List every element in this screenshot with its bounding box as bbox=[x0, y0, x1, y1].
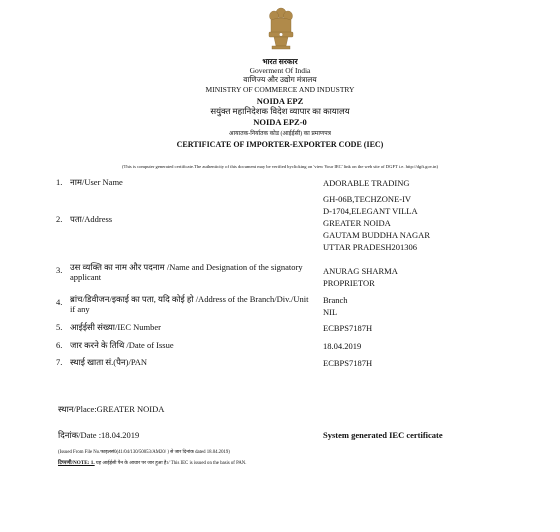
row-number: 6. bbox=[56, 340, 63, 350]
row-label: पता/Address bbox=[70, 214, 113, 224]
row-value: Branch NIL bbox=[323, 295, 348, 317]
verification-note: (This is computer generated certificate.The authenticity of this document may be verified byclicking on 'view Your IEC' link on the web site of DGFT i.e. http://dgft.gov.in) bbox=[122, 164, 438, 169]
place: स्थान/Place:GREATER NOIDA bbox=[58, 404, 165, 414]
national-emblem-icon bbox=[264, 4, 298, 52]
row-number: 4. bbox=[56, 297, 63, 307]
ministry-english: MINISTRY OF COMMERCE AND INDUSTRY bbox=[205, 85, 355, 94]
certificate-hindi: आयातक-निर्यातक कोड (आईईसी) का प्रमाणपत्र bbox=[229, 131, 331, 137]
row-label: जार करने के तिथि /Date of Issue bbox=[70, 340, 174, 350]
govt-hindi: भारत सरकार bbox=[262, 57, 298, 66]
row-label: ब्रांच/डिवीजन/इकाई का पता, यदि कोई हो /Address of the Branch/Div./Unit if any bbox=[70, 294, 309, 314]
row-label: उस व्यक्ति का नाम और पदनाम /Name and Designation of the signatory applicant bbox=[70, 262, 303, 282]
row-value: ADORABLE TRADING bbox=[323, 178, 410, 188]
row-number: 7. bbox=[56, 357, 63, 367]
row-value: ANURAG SHARMA PROPRIETOR bbox=[323, 266, 398, 288]
row-number: 2. bbox=[56, 214, 63, 224]
footer-note bbox=[58, 458, 246, 466]
row-value: ECBPS7187H bbox=[323, 323, 373, 333]
office-name: NOIDA EPZ bbox=[256, 96, 304, 106]
row-value: GH-06B,TECHZONE-IV D-1704,ELEGANT VILLA GREATER NOIDA GAUTAM BUDDHA NAGAR UTTAR PRADESH201306 bbox=[323, 194, 430, 252]
note-text: यह आईईसी पैन के आधार पर जार हुआ है।/ This IEC is issued on the basis of PAN. bbox=[94, 461, 247, 466]
row-number: 5. bbox=[56, 322, 63, 332]
certificate-title: CERTIFICATE OF IMPORTER-EXPORTER CODE (IEC) bbox=[176, 140, 384, 149]
issued-from-file: (Issued From File No.फाइलसं0(41/04/130/50053/AM20/ ) से जार दिनांक dated 18.04.2019) bbox=[58, 450, 230, 455]
row-number: 3. bbox=[56, 265, 63, 275]
date: दिनांक/Date :18.04.2019 bbox=[58, 430, 140, 440]
office-hindi: सयुंक्त महानिदेशक विदेश व्यापार का कायालय bbox=[210, 106, 350, 116]
row-value: ECBPS7187H bbox=[323, 358, 373, 368]
row-label: नाम/User Name bbox=[70, 177, 123, 187]
row-number: 1. bbox=[56, 177, 63, 187]
row-label: स्थाई खाता सं.(पैन)/PAN bbox=[70, 357, 148, 367]
govt-english: Goverment Of India bbox=[249, 66, 311, 75]
note-label: टिप्पणी/NOTE: 1. bbox=[58, 460, 95, 466]
office-code: NOIDA EPZ-0 bbox=[253, 117, 307, 127]
system-generated-label: System generated IEC certificate bbox=[323, 430, 443, 440]
row-value: 18.04.2019 bbox=[323, 341, 362, 351]
row-label: आईईसी संख्या/IEC Number bbox=[70, 322, 161, 332]
ministry-hindi: वाणिज्य और उद्योग मंत्रालय bbox=[243, 75, 317, 84]
